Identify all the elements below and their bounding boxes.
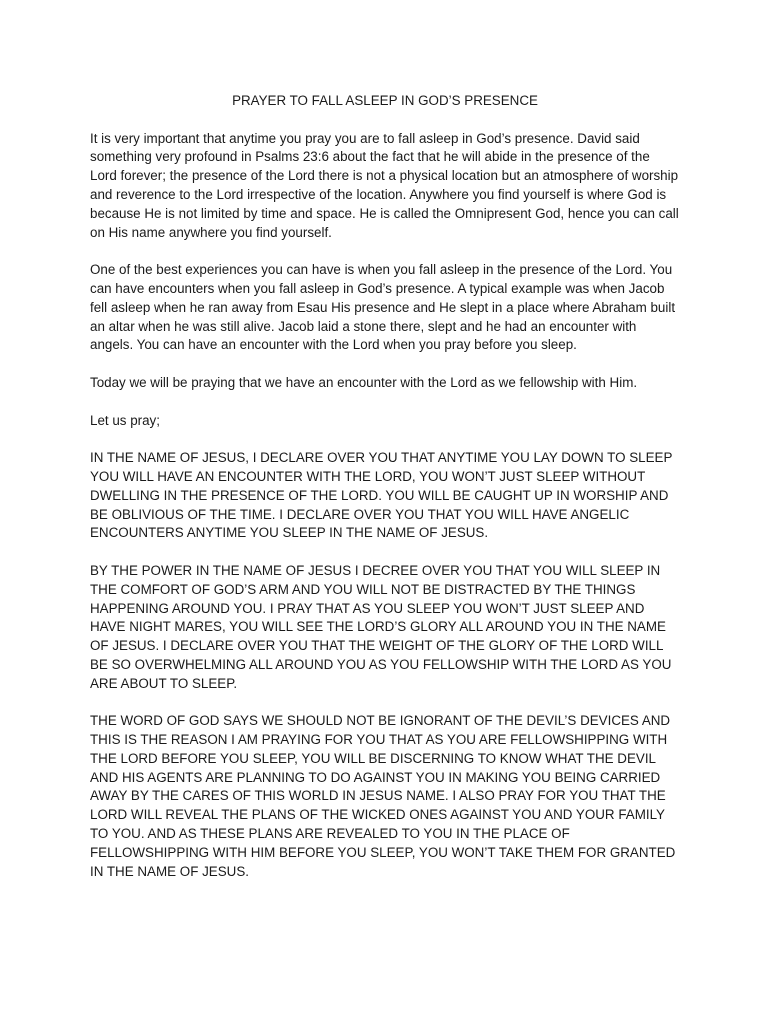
- paragraph-today: Today we will be praying that we have an encounter with the Lord as we fellowship with Him.: [90, 374, 638, 390]
- prayer-paragraph-3: THE WORD OF GOD SAYS WE SHOULD NOT BE IGNORANT OF THE DEVIL’S DEVICES AND THIS IS THE REASON I AM PRAYING FOR YOU THAT AS YOU ARE FELLOWSHIPPING WITH THE LORD BEFORE YOU SLEEP, YOU WILL BE DISCERNING TO KNOW WHAT THE DEVIL AND HIS AGENTS ARE PLANNING TO DO AGAINST YOU IN MAKING YOU BEING CARRIED AWAY BY THE CARES OF THIS WORLD IN JESUS NAME. I ALSO PRAY FOR YOU THAT THE LORD WILL REVEAL THE PLANS OF THE WICKED ONES AGAINST YOU AND YOUR FAMILY TO YOU. AND AS THESE PLANS ARE REVEALED TO YOU IN THE PLACE OF FELLOWSHIPPING WITH HIM BEFORE YOU SLEEP, YOU WON’T TAKE THEM FOR GRANTED IN THE NAME OF JESUS.: [90, 713, 676, 879]
- prayer-paragraph-2: BY THE POWER IN THE NAME OF JESUS I DECREE OVER YOU THAT YOU WILL SLEEP IN THE COMFORT OF GOD’S ARM AND YOU WILL NOT BE DISTRACTED BY THE THINGS HAPPENING AROUND YOU. I PRAY THAT AS YOU SLEEP YOU WON’T JUST SLEEP AND HAVE NIGHT MARES, YOU WILL SEE THE LORD’S GLORY ALL AROUND YOU IN THE NAME OF JESUS. I DECLARE OVER YOU THAT THE WEIGHT OF THE GLORY OF THE LORD WILL BE SO OVERWHELMING ALL AROUND YOU AS YOU FELLOWSHIP WITH THE LORD AS YOU ARE ABOUT TO SLEEP.: [90, 562, 672, 691]
- document-title: PRAYER TO FALL ASLEEP IN GOD’S PRESENCE: [232, 93, 538, 108]
- paragraph-intro: It is very important that anytime you pray you are to fall asleep in God’s presence. David said something very profound in Psalms 23:6 about the fact that he will abide in the presence of the Lord forever; the presence of the Lord there is not a physical location but an atmosphere of worship and reverence to the Lord irrespective of the location. Anywhere you find yourself is where God is because He is not limited by time and space. He is called the Omnipresent God, hence you can call on His name anywhere you find yourself.: [90, 130, 679, 240]
- paragraph-let-us-pray: Let us pray;: [90, 412, 160, 428]
- document-body: [90, 92, 680, 900]
- paragraph-experiences: One of the best experiences you can have is when you fall asleep in the presence of the Lord. You can have encounters when you fall asleep in God’s presence. A typical example was when Jacob fell asleep when he ran away from Esau His presence and He slept in a place where Abraham built an altar when he was still alive. Jacob laid a stone there, slept and he had an encounter with angels. You can have an encounter with the Lord when you pray before you sleep.: [90, 262, 676, 353]
- prayer-paragraph-1: IN THE NAME OF JESUS, I DECLARE OVER YOU THAT ANYTIME YOU LAY DOWN TO SLEEP YOU WILL HAVE AN ENCOUNTER WITH THE LORD, YOU WON’T JUST SLEEP WITHOUT DWELLING IN THE PRESENCE OF THE LORD. YOU WILL BE CAUGHT UP IN WORSHIP AND BE OBLIVIOUS OF THE TIME. I DECLARE OVER YOU THAT YOU WILL HAVE ANGELIC ENCOUNTERS ANYTIME YOU SLEEP IN THE NAME OF JESUS.: [90, 450, 673, 541]
